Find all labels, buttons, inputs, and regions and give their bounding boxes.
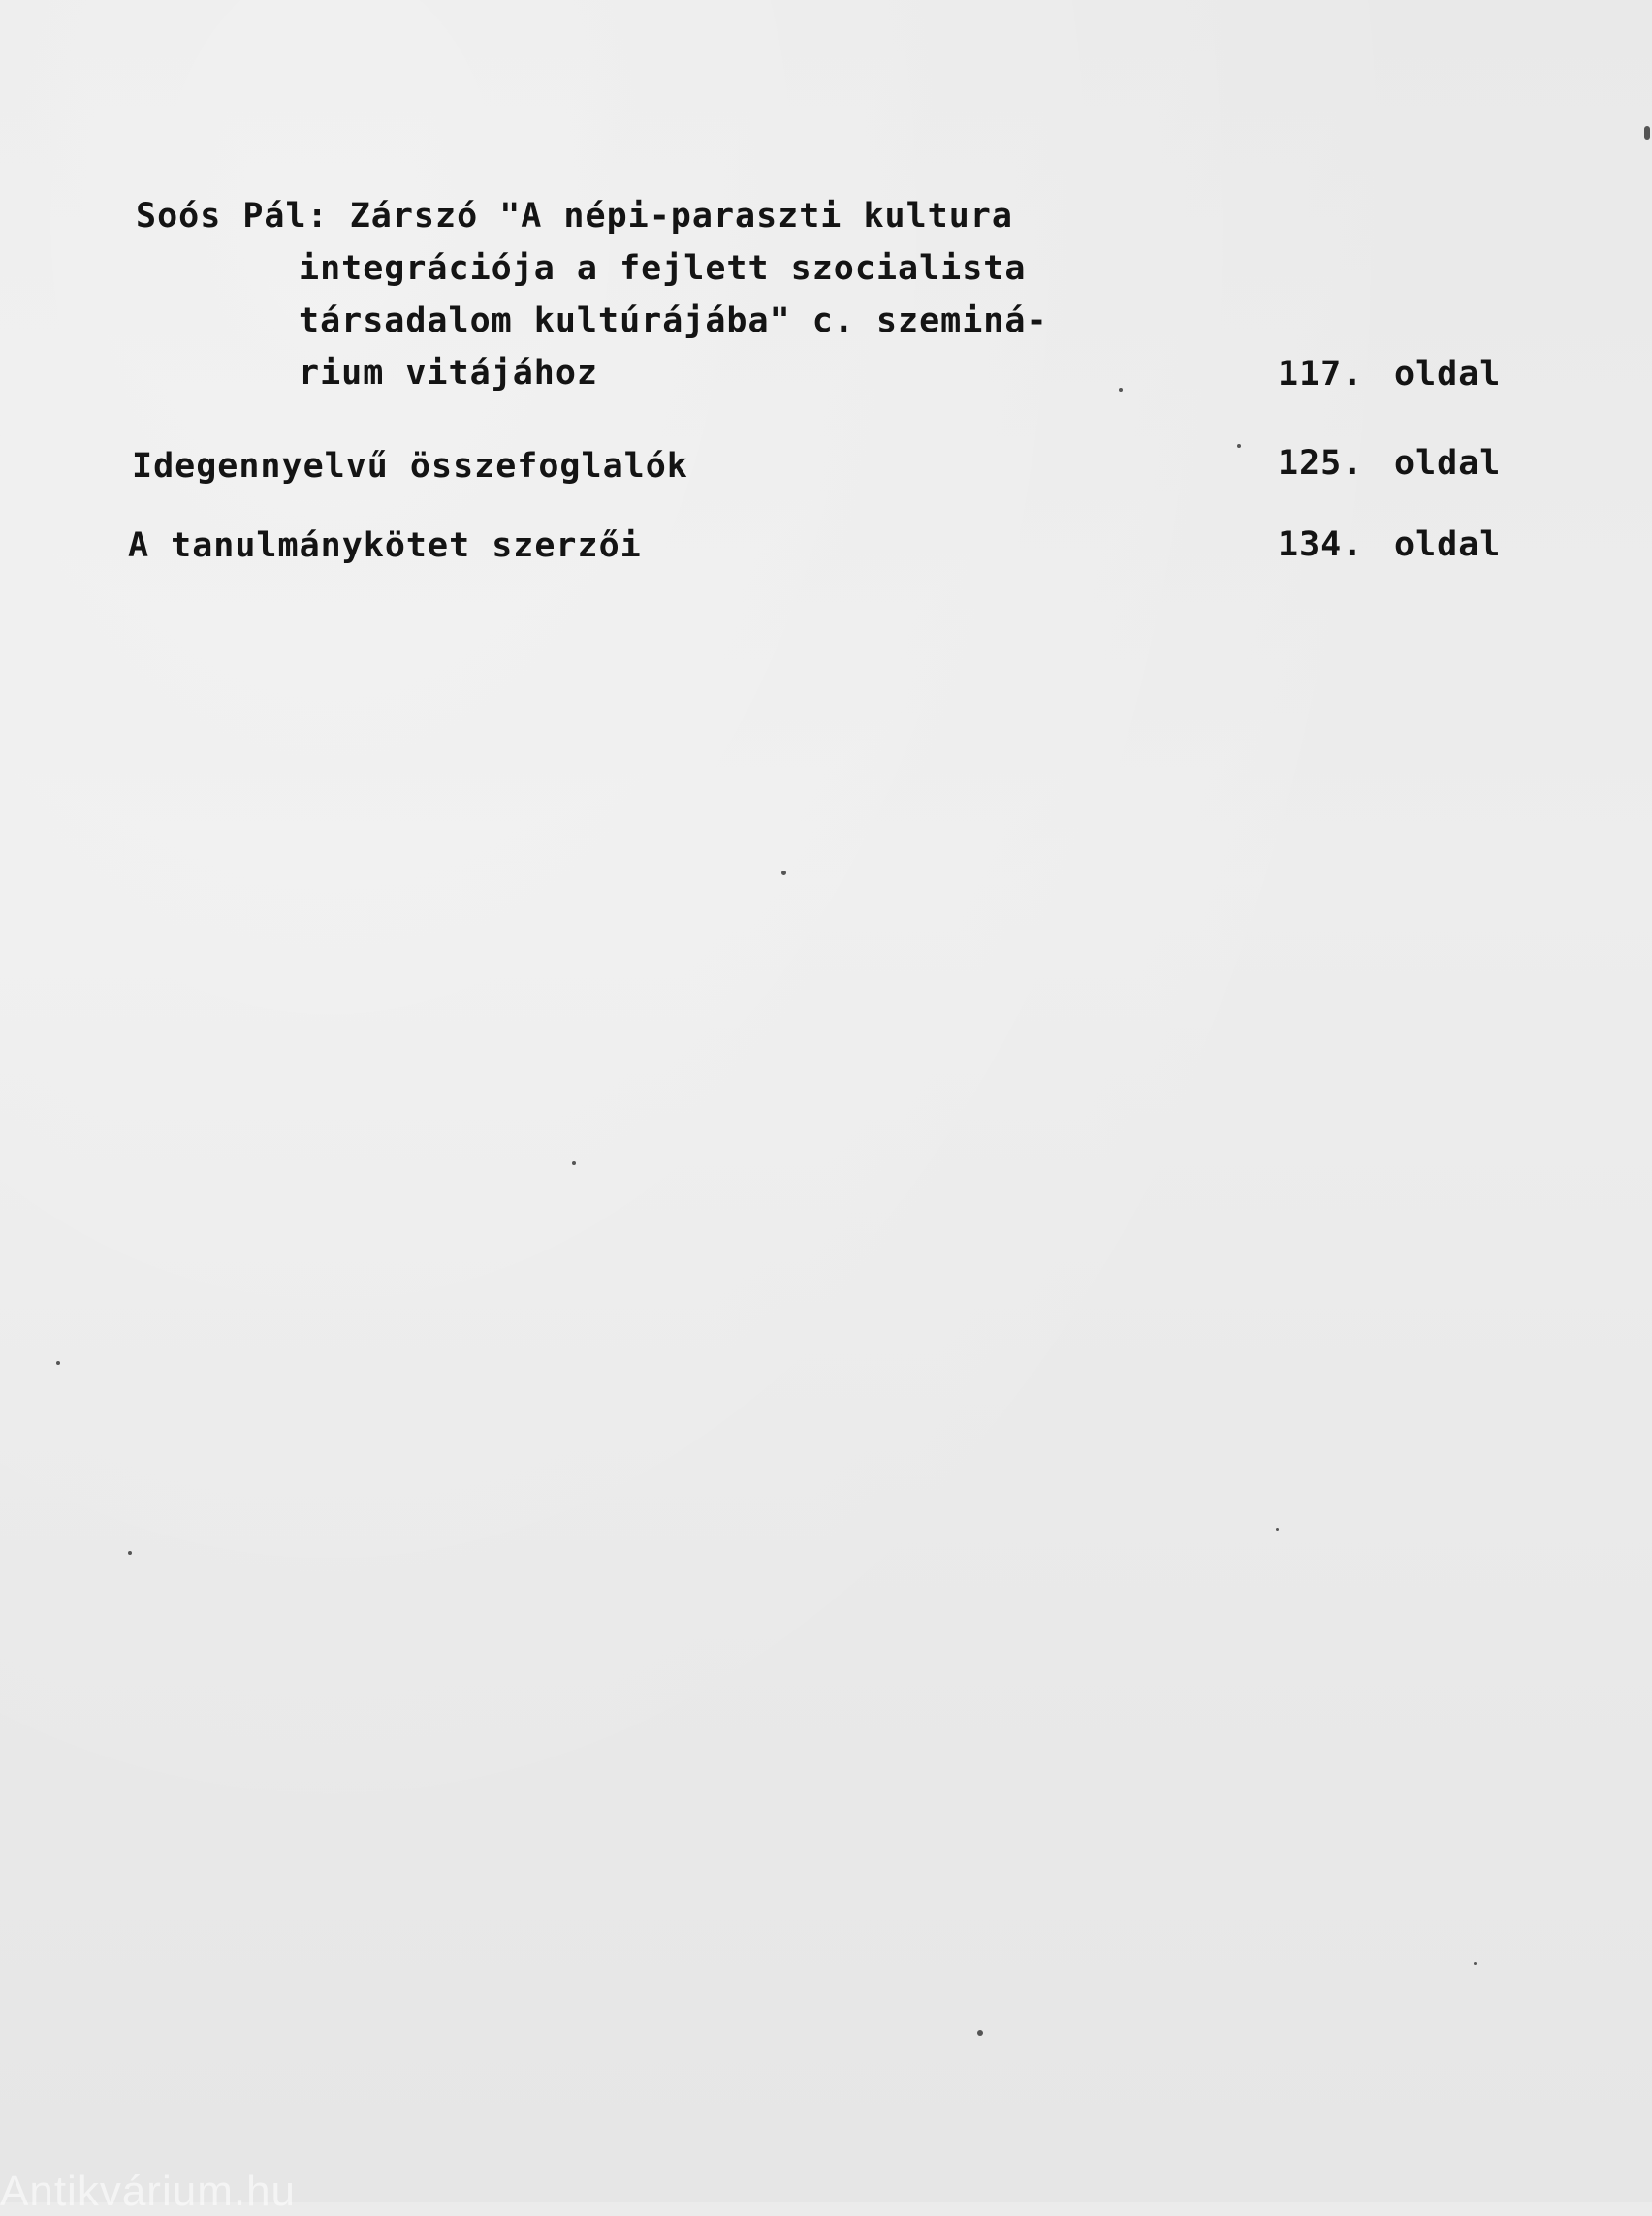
paper-speck — [977, 2030, 983, 2036]
toc-entry-title-line: rium vitájához — [299, 354, 599, 393]
watermark-text: Antikvárium.hu — [0, 2168, 297, 2215]
toc-entry-title-line: Soós Pál: Zárszó "A népi-paraszti kultura — [136, 197, 1013, 236]
paper-speck — [781, 871, 786, 875]
page-number: 117. — [1278, 355, 1364, 394]
paper-speck — [1644, 126, 1650, 140]
toc-entry-title-line: társadalom kultúrájába" c. szeminá- — [299, 301, 1048, 340]
page-reference — [1278, 355, 1501, 394]
paper-speck — [1474, 1962, 1477, 1965]
toc-entry-title-line: Idegennyelvű összefoglalók — [132, 447, 688, 486]
page-reference — [1278, 525, 1501, 564]
page-unit: oldal — [1394, 355, 1502, 394]
page-reference — [1278, 444, 1501, 483]
paper-speck — [1119, 388, 1123, 392]
page-unit: oldal — [1394, 444, 1502, 483]
page-unit: oldal — [1394, 525, 1502, 564]
paper-speck — [1276, 1528, 1279, 1531]
paper-speck — [56, 1361, 60, 1365]
paper-speck — [1237, 444, 1241, 448]
page-number: 125. — [1278, 444, 1364, 483]
toc-entry-title-line: integrációja a fejlett szocialista — [299, 249, 1027, 288]
paper-speck — [128, 1551, 132, 1555]
page-number: 134. — [1278, 525, 1364, 564]
toc-entry-title-line: A tanulmánykötet szerzői — [128, 526, 642, 565]
paper-speck — [572, 1161, 576, 1165]
